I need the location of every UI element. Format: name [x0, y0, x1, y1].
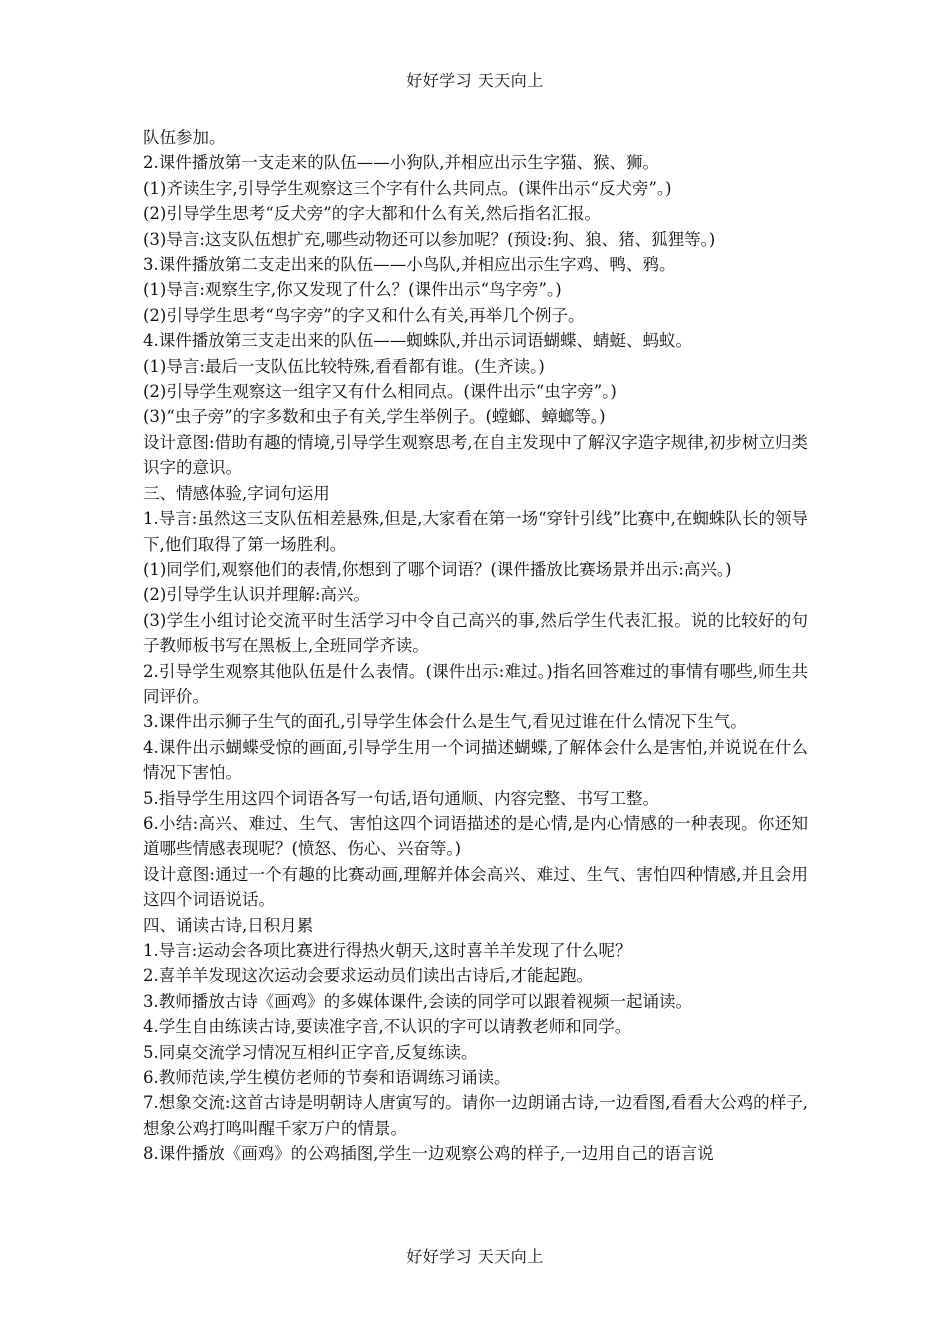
paragraph: 设计意图:通过一个有趣的比赛动画,理解并体会高兴、难过、生气、害怕四种情感,并且会用这四个词语说话。	[143, 864, 808, 910]
paragraph: 5.同桌交流学习情况互相纠正字音,反复练读。	[143, 1042, 478, 1062]
paragraph: 2.课件播放第一支走来的队伍——小狗队,并相应出示生字猫、猴、狮。	[143, 153, 659, 173]
paragraph: (1)齐读生字,引导学生观察这三个字有什么共同点。(课件出示“反犬旁”。)	[143, 178, 672, 198]
paragraph: 5.指导学生用这四个词语各写一句话,语句通顺、内容完整、书写工整。	[143, 788, 659, 808]
paragraph: (1)导言:最后一支队伍比较特殊,看看都有谁。(生齐读。)	[143, 356, 545, 376]
paragraph: 3.教师播放古诗《画鸡》的多媒体课件,会读的同学可以跟着视频一起诵读。	[143, 991, 692, 1011]
paragraph: 3.课件播放第二支走出来的队伍——小鸟队,并相应出示生字鸡、鸭、鸦。	[143, 255, 676, 275]
paragraph: 4.学生自由练读古诗,要读准字音,不认识的字可以请教老师和同学。	[143, 1017, 632, 1037]
paragraph: (2)引导学生观察这一组字又有什么相同点。(课件出示“虫字旁”。)	[143, 382, 617, 402]
paragraph: (2)引导学生认识并理解:高兴。	[143, 585, 370, 605]
paragraph: (2)引导学生思考“反犬旁”的字大都和什么有关,然后指名汇报。	[143, 204, 601, 224]
paragraph: 2.喜羊羊发现这次运动会要求运动员们读出古诗后,才能起跑。	[143, 966, 593, 986]
paragraph: 4.课件出示蝴蝶受惊的画面,引导学生用一个词描述蝴蝶,了解体会什么是害怕,并说说在什么情况下害怕。	[143, 737, 808, 783]
paragraph: (3)导言:这支队伍想扩充,哪些动物还可以参加呢？(预设:狗、狼、猪、狐狸等。)	[143, 229, 716, 249]
paragraph: (1)导言:观察生字,你又发现了什么？(课件出示“鸟字旁”。)	[143, 280, 562, 300]
paragraph: 队伍参加。	[143, 128, 226, 147]
paragraph: (1)同学们,观察他们的表情,你想到了哪个词语？(课件播放比赛场景并出示:高兴。)	[143, 559, 732, 579]
paragraph: 1.导言:虽然这三支队伍相差悬殊,但是,大家看在第一场“穿针引线”比赛中,在蜘蛛队长的领导下,他们取得了第一场胜利。	[143, 509, 808, 554]
paragraph: 7.想象交流:这首古诗是明朝诗人唐寅写的。请你一边朗诵古诗,一边看图,看看大公鸡的样子,想象公鸡打鸣叫醒千家万户的情景。	[143, 1093, 808, 1138]
paragraph: 8.课件播放《画鸡》的公鸡插图,学生一边观察公鸡的样子,一边用自己的语言说	[143, 1144, 714, 1164]
paragraph: 设计意图:借助有趣的情境,引导学生观察思考,在自主发现中了解汉字造字规律,初步树立归类识字的意识。	[143, 432, 808, 478]
section-heading: 四、诵读古诗,日积月累	[143, 915, 314, 935]
paragraph: 2.引导学生观察其他队伍是什么表情。(课件出示:难过。)指名回答难过的事情有哪些,师生共同评价。	[143, 661, 808, 706]
page-header: 好好学习 天天向上	[406, 71, 544, 90]
document-body	[143, 125, 808, 1167]
section-heading: 三、情感体验,字词句运用	[143, 483, 330, 503]
paragraph: 1.导言:运动会各项比赛进行得热火朝天,这时喜羊羊发现了什么呢？	[143, 941, 632, 960]
paragraph: (3)“虫子旁”的字多数和虫子有关,学生举例子。(螳螂、蟑螂等。)	[143, 407, 606, 427]
paragraph: 6.小结:高兴、难过、生气、害怕这四个词语描述的是心情,是内心情感的一种表现。你还知道哪些情感表现呢？(愤怒、伤心、兴奋等。)	[143, 813, 808, 859]
paragraph: 6.教师范读,学生模仿老师的节奏和语调练习诵读。	[143, 1068, 511, 1088]
paragraph: 3.课件出示狮子生气的面孔,引导学生体会什么是生气,看见过谁在什么情况下生气。	[143, 712, 747, 732]
paragraph: (3)学生小组讨论交流平时生活学习中令自己高兴的事,然后学生代表汇报。说的比较好的句子教师板书写在黑板上,全班同学齐读。	[143, 610, 808, 656]
page-footer: 好好学习 天天向上	[406, 1247, 544, 1266]
paragraph: 4.课件播放第三支走出来的队伍——蜘蛛队,并出示词语蝴蝶、蜻蜓、蚂蚁。	[143, 331, 692, 351]
paragraph: (2)引导学生思考“鸟字旁”的字又和什么有关,再举几个例子。	[143, 305, 585, 325]
